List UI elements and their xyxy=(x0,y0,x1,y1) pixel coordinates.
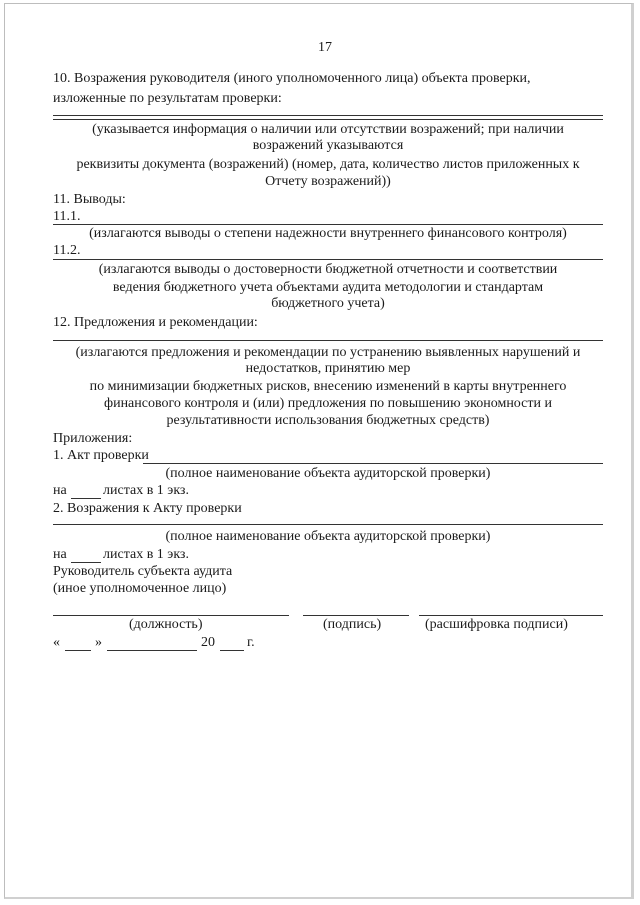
section-12-title: 12. Предложения и рекомендации: xyxy=(53,315,258,330)
appendix-1-label: 1. Акт проверки xyxy=(53,448,149,463)
section-10-hint-1: (указывается информация о наличии или отсутствии возражений; при наличии xyxy=(92,122,564,137)
date-quote-open: « xyxy=(53,635,60,650)
signature-head-1: Руководитель субъекта аудита xyxy=(53,564,233,579)
section-12-fill-line xyxy=(53,340,603,341)
signature-caption: (подпись) xyxy=(323,617,382,632)
section-10-hint-4: Отчету возражений)) xyxy=(265,174,391,189)
section-10-line-1: 10. Возражения руководителя (иного уполномоченного лица) объекта проверки, xyxy=(53,71,531,86)
decode-line xyxy=(419,615,603,616)
document-page xyxy=(4,3,634,899)
section-12-hint-4: финансового контроля и (или) предложения по повышению экономности и xyxy=(104,396,552,411)
date-year-prefix: 20 xyxy=(201,635,215,650)
section-12-hint-2: недостатков, принятию мер xyxy=(245,361,411,376)
section-11-1-number: 11.1. xyxy=(53,209,81,224)
date-month-blank xyxy=(107,650,197,651)
section-11-2-number: 11.2. xyxy=(53,243,81,258)
appendix-2-sheets-blank xyxy=(71,562,101,563)
date-day-blank xyxy=(65,650,91,651)
section-11-2-fill-line xyxy=(53,259,603,260)
appendix-2-fill-line xyxy=(53,524,603,525)
section-12-hint-1: (излагаются предложения и рекомендации по устранению выявленных нарушений и xyxy=(75,345,581,360)
position-line xyxy=(53,615,289,616)
date-year-suffix: г. xyxy=(247,635,255,650)
appendix-2-label: 2. Возражения к Акту проверки xyxy=(53,501,242,516)
appendix-2-na: на xyxy=(53,547,67,562)
position-caption: (должность) xyxy=(129,617,203,632)
section-11-1-fill-line xyxy=(53,224,603,225)
signature-line xyxy=(303,615,409,616)
section-12-hint-5: результативности использования бюджетных средств) xyxy=(166,413,490,428)
section-11-2-hint-2: ведения бюджетного учета объектами аудита методологии и стандартам xyxy=(112,280,544,295)
section-11-title: 11. Выводы: xyxy=(53,192,126,207)
section-10-fill-line-2 xyxy=(53,119,603,120)
section-10-line-2: изложенные по результатам проверки: xyxy=(53,91,282,106)
date-quote-close: » xyxy=(95,635,102,650)
section-11-2-hint-1: (излагаются выводы о достоверности бюджетной отчетности и соответствии xyxy=(98,262,558,277)
appendix-2-hint: (полное наименование объекта аудиторской проверки) xyxy=(165,529,491,544)
appendix-1-sheets: листах в 1 экз. xyxy=(103,483,189,498)
section-10-hint-3: реквизиты документа (возражений) (номер, дата, количество листов приложенных к xyxy=(76,157,580,172)
appendix-1-hint: (полное наименование объекта аудиторской проверки) xyxy=(165,466,491,481)
appendix-1-fill-line xyxy=(143,463,603,464)
date-year-blank xyxy=(220,650,244,651)
appendix-title: Приложения: xyxy=(53,431,133,446)
appendix-2-sheets: листах в 1 экз. xyxy=(103,547,189,562)
appendix-1-sheets-blank xyxy=(71,498,101,499)
decode-caption: (расшифровка подписи) xyxy=(425,617,568,632)
section-11-1-hint: (излагаются выводы о степени надежности внутреннего финансового контроля) xyxy=(89,226,567,241)
signature-head-2: (иное уполномоченное лицо) xyxy=(53,581,227,596)
section-10-hint-2: возражений указываются xyxy=(252,138,404,153)
section-12-hint-3: по минимизации бюджетных рисков, внесению изменений в карты внутреннего xyxy=(89,379,567,394)
section-10-fill-line-1 xyxy=(53,115,603,116)
page-number: 17 xyxy=(318,40,332,55)
appendix-1-na: на xyxy=(53,483,67,498)
section-11-2-hint-3: бюджетного учета) xyxy=(271,296,385,311)
